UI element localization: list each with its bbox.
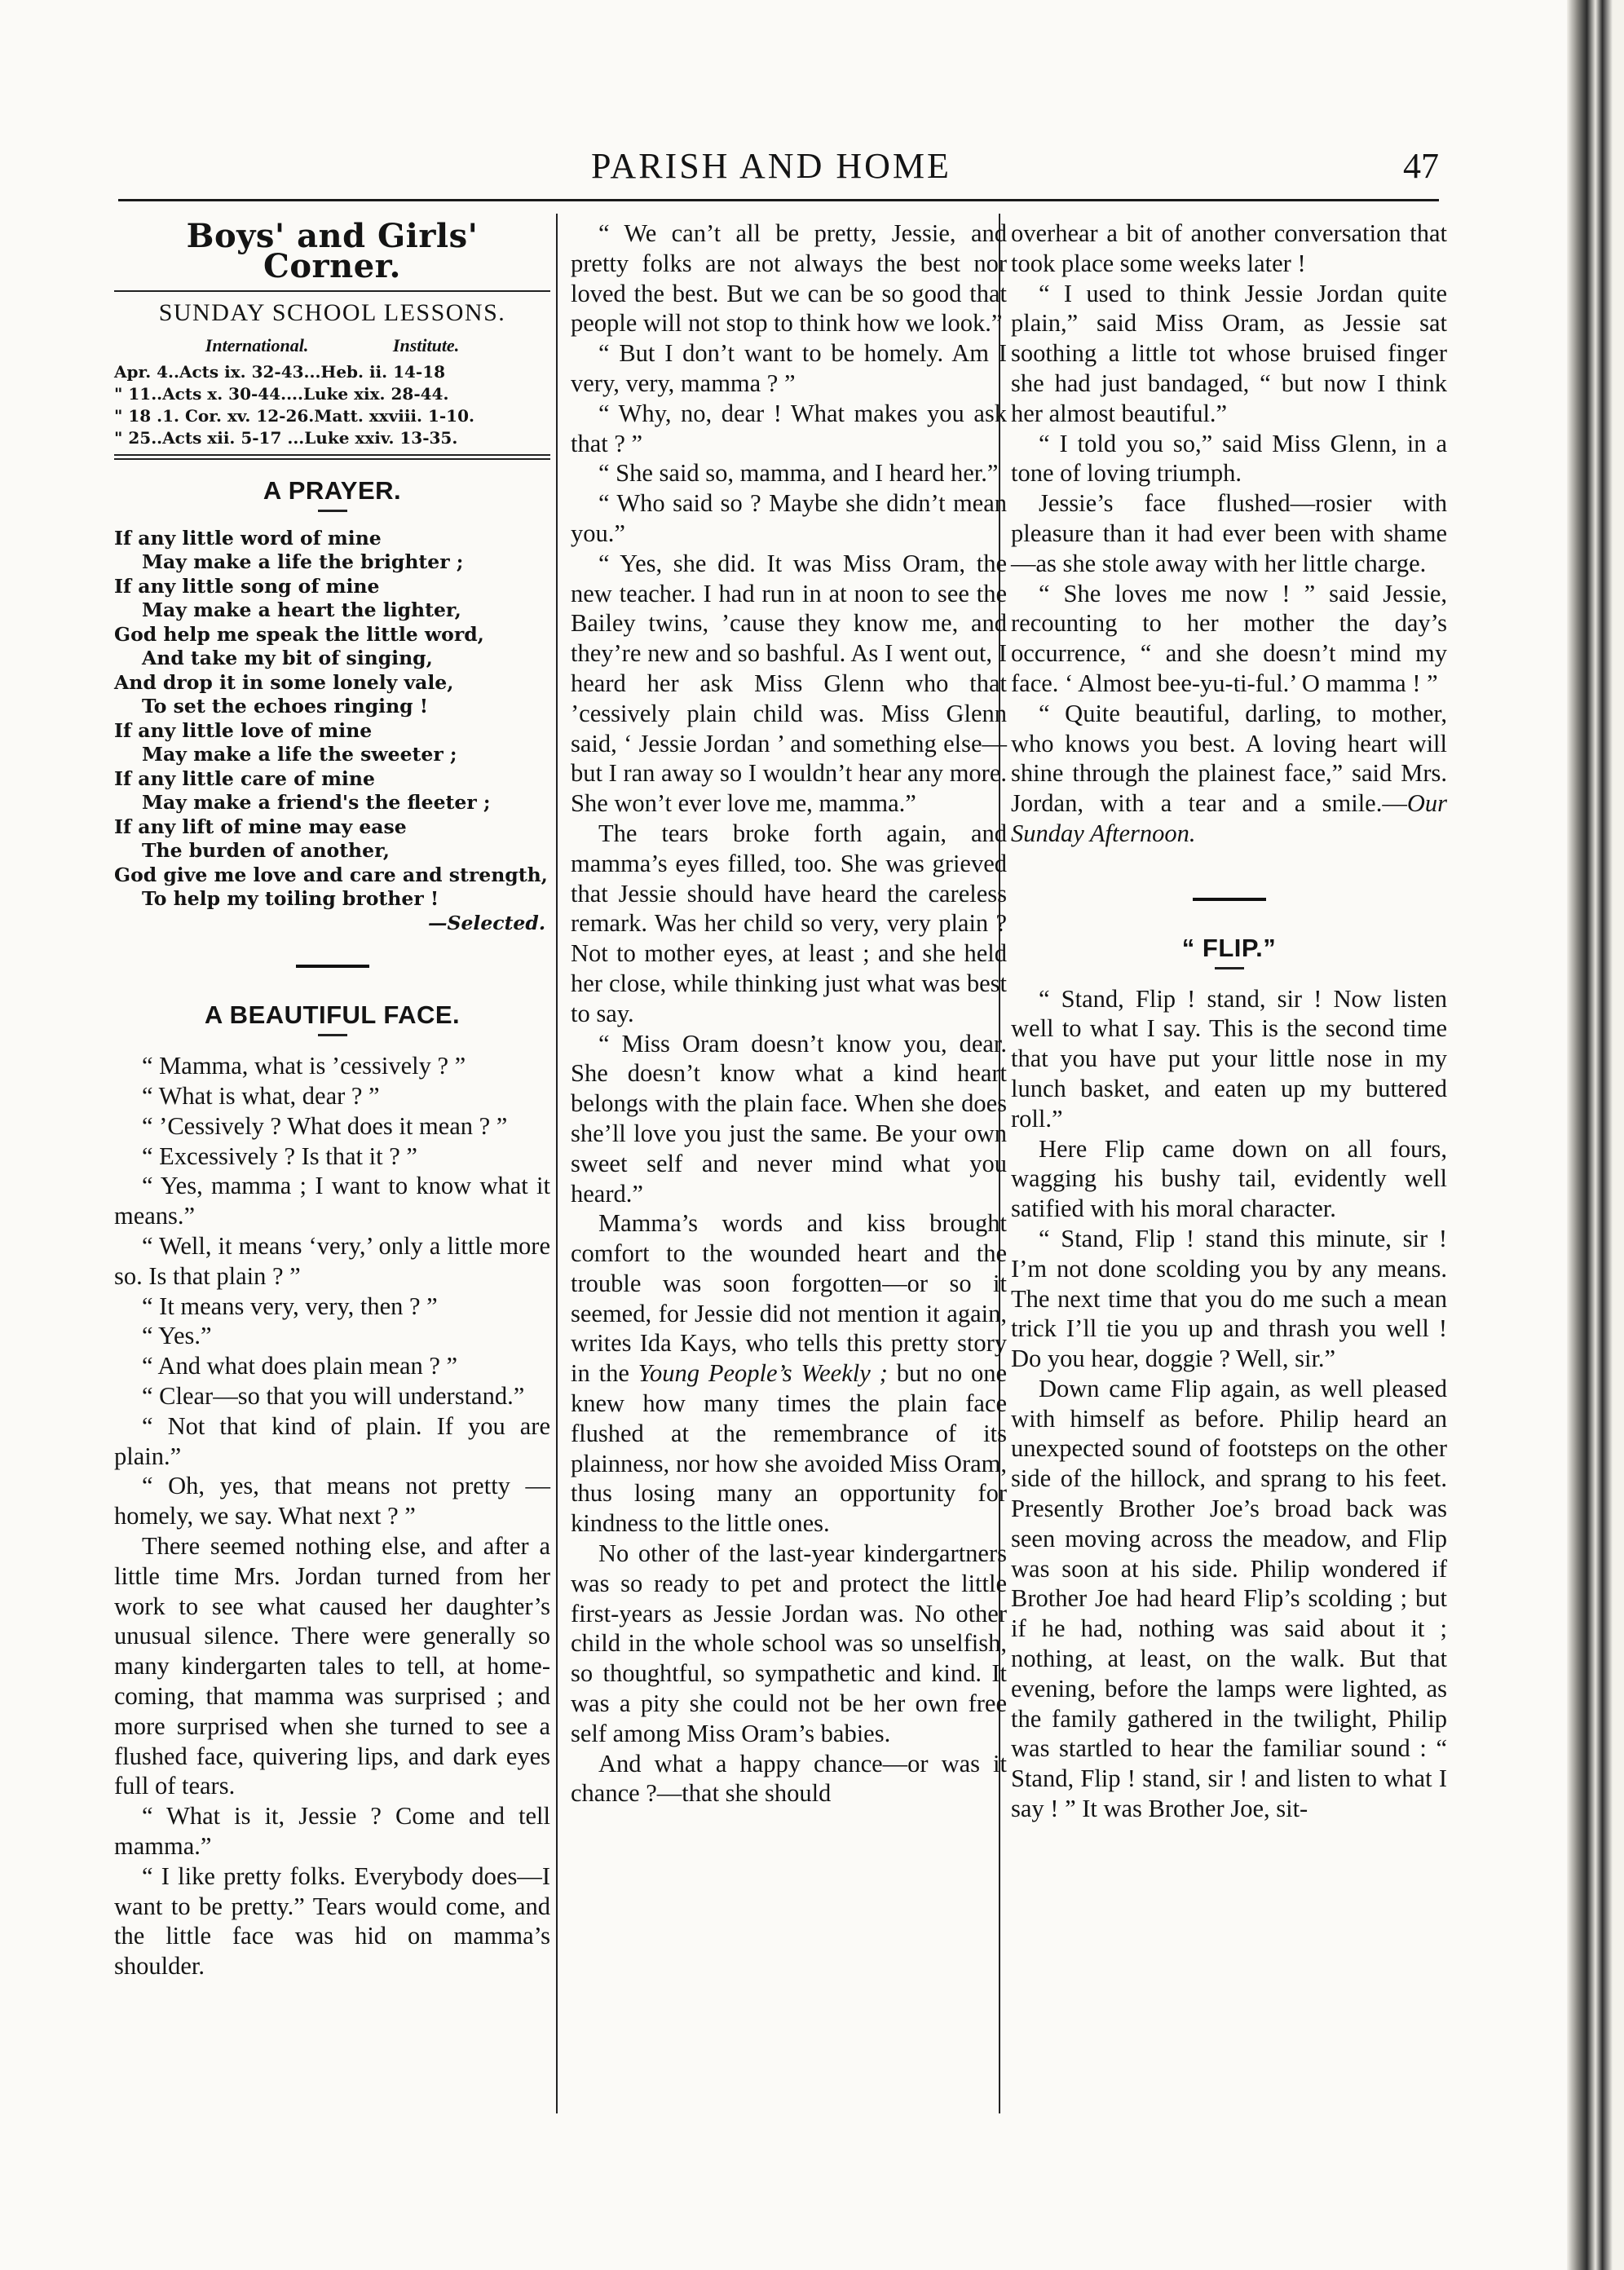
poem-line: May make a heart the lighter,	[142, 598, 461, 622]
page-header	[118, 145, 1439, 194]
column-1	[114, 219, 550, 1981]
source-title: Young People’s Weekly ;	[638, 1359, 888, 1388]
paragraph: The tears broke forth again, and mamma’s eyes filled, too. She was grieved that Jessie should have heard the careless remark. Was her child so very, very plain ? Not to mother eyes, at least ; and she held her close, while thinking just what was best to say.	[571, 819, 1007, 1027]
paragraph: overhear a bit of another conversation that took place some weeks later !	[1011, 219, 1447, 277]
paragraph: “ Yes, mamma ; I want to know what it means.”	[114, 1172, 550, 1230]
paragraph: “ Clear—so that you will understand.”	[142, 1382, 525, 1411]
paragraph: “ Mamma, what is ’cessively ? ”	[142, 1052, 466, 1080]
paragraph: “ Oh, yes, that means not pretty —homely, we say. What next ? ”	[114, 1472, 550, 1530]
poem-line: If any little love of mine	[114, 718, 373, 742]
divider	[114, 290, 550, 292]
paragraph: Jessie’s face flushed—rosier with pleasure than it had ever been with shame—as she stole away with her little charge.	[1011, 489, 1447, 577]
paragraph: “ Yes, she did. It was Miss Oram, the new teacher. I had run in at noon to see the Bailey twins, ’cause they know me, and they’re new and so bashful. As I went out, I heard her ask Miss Glenn who that ’cessively plain child was. Miss Glenn said, ‘ Jessie Jordan ’ and something else—but I ran away so I wouldn’t hear any more. She won’t ever love me, mamma.”	[571, 549, 1007, 818]
paragraph: “ I told you so,” said Miss Glenn, in a tone of loving triumph.	[1011, 429, 1447, 488]
paragraph: “ Excessively ? Is that it ? ”	[142, 1142, 417, 1170]
dash	[318, 1034, 347, 1036]
poem-line: May make a friend's the fleeter ;	[142, 791, 491, 815]
poem-attribution: —Selected.	[427, 911, 545, 934]
paragraph: Here Flip came down on all fours, wagging his bushy tail, evidently well satified with his moral character.	[1011, 1134, 1447, 1223]
page-edge	[1567, 0, 1624, 2270]
paragraph	[571, 1208, 1007, 1539]
lesson-row: " 25..Acts xii. 5-17 ...Luke xxiv. 13-35.	[114, 428, 458, 448]
heading-international: International.	[205, 335, 309, 356]
sunday-school-title: SUNDAY SCHOOL LESSONS.	[158, 298, 506, 326]
lesson-row: " 18 .1. Cor. xv. 12-26.Matt. xxviii. 1-10.	[114, 406, 474, 426]
flip-heading: “ FLIP.”	[1181, 933, 1277, 962]
paragraph: “ Why, no, dear ! What makes you ask that ? ”	[571, 399, 1007, 457]
paragraph: “ What is it, Jessie ? Come and tell mamma.”	[114, 1802, 550, 1860]
paragraph: “ And what does plain mean ? ”	[142, 1352, 458, 1380]
column-rule	[556, 214, 558, 2113]
paragraph: No other of the last-year kindergartners was so ready to pet and protect the little first-years as Jessie Jordan was. No other child in the whole school was so unselfish, so thoughtful, so sympathetic and kind. It was a pity she could not be her own free self among Miss Oram’s babies.	[571, 1539, 1007, 1747]
paragraph: “ I used to think Jessie Jordan quite plain,” said Miss Oram, as Jessie sat soothing a little tot whose bruised finger she had just bandaged, “ but now I think her almost beautiful.”	[1011, 279, 1447, 427]
column-3	[1011, 219, 1447, 1824]
poem-line: May make a life the sweeter ;	[142, 743, 457, 766]
paragraph: “ I like pretty folks. Everybody does—I want to be pretty.” Tears would come, and the little face was hid on mamma’s shoulder.	[114, 1861, 550, 1981]
header-rule	[118, 199, 1439, 201]
story-heading: A BEAUTIFUL FACE.	[204, 1000, 461, 1030]
paragraph: “ It means very, very, then ? ”	[142, 1292, 438, 1320]
paragraph: “ Who said so ? Maybe she didn’t mean you.”	[571, 489, 1007, 547]
paragraph: And what a happy chance—or was it chance ?—that she should	[571, 1749, 1007, 1808]
poem-line: To help my toiling brother !	[142, 887, 439, 911]
prayer-heading: A PRAYER.	[263, 476, 402, 506]
poem-line: If any little song of mine	[114, 574, 380, 598]
paragraph: “ Stand, Flip ! stand, sir ! Now listen well to what I say. This is the second time that you have put your little nose in my lunch basket, and eaten up my buttered roll.”	[1011, 984, 1447, 1133]
paragraph: “ She loves me now ! ” said Jessie, recounting to her mother the day’s occurrence, “ and she doesn’t mind my face. ‘ Almost bee-yu-ti-ful.’ O mamma ! ”	[1011, 579, 1447, 697]
page-number: 47	[1403, 146, 1439, 186]
section-break	[1193, 898, 1266, 901]
source-title: Our Sunday Afternoon.	[1011, 789, 1447, 847]
section-break	[296, 965, 369, 968]
running-title: PARISH AND HOME	[591, 146, 951, 186]
poem-line: And drop it in some lonely vale,	[114, 670, 454, 694]
poem-line: The burden of another,	[142, 839, 390, 863]
paragraph: “ ’Cessively ? What does it mean ? ”	[142, 1111, 508, 1140]
paragraph: “ She said so, mamma, and I heard her.”	[598, 459, 999, 488]
paragraph: “ But I don’t want to be homely. Am I very, very, mamma ? ”	[571, 339, 1007, 397]
paragraph: “ Stand, Flip ! stand this minute, sir ! I’m not done scolding you by any means. The next time that you do me such a mean trick I’ll tie you up and thrash you well ! Do you hear, doggie ? Well, sir.”	[1011, 1224, 1447, 1373]
lesson-row: " 11..Acts x. 30-44....Luke xix. 28-44.	[114, 384, 449, 404]
poem-line: And take my bit of singing,	[142, 647, 433, 670]
poem-line: God help me speak the little word,	[114, 622, 484, 646]
lesson-row: Apr. 4..Acts ix. 32-43...Heb. ii. 14-18	[114, 362, 446, 382]
paragraph: Down came Flip again, as well pleased with himself as before. Philip heard an unexpected sound of footsteps on the other side of the hillock, and sprang to his feet. Presently Brother Joe’s broad back was seen moving across the meadow, and Flip was soon at his side. Philip wondered if Brother Joe had heard Flip’s scolding ; but if he had, nothing was said about it ; nothing, at least, on the walk. But that evening, before the lamps were lighted, as the family gathered in the twilight, Philip was startled to hear the familiar sound : “ Stand, Flip ! stand, sir ! and listen to what I say ! ” It was Brother Joe, sit-	[1011, 1374, 1447, 1823]
dash	[318, 510, 347, 512]
story-text	[114, 1051, 550, 1981]
poem-line: If any lift of mine may ease	[114, 815, 407, 838]
paragraph: “ What is what, dear ? ”	[142, 1082, 380, 1111]
paragraph-text: but no one knew how many times the plain face flushed at the remembrance of its plainness, nor how she avoided Miss Oram, thus losing many an opportunity for kindness to the little ones.	[571, 1359, 1008, 1538]
dash	[1215, 967, 1244, 969]
poem-line: If any little care of mine	[114, 766, 375, 790]
poem-line: May make a life the brighter ;	[142, 550, 464, 574]
paragraph: “ Well, it means ‘very,’ only a little more so. Is that plain ? ”	[114, 1232, 550, 1290]
poem-line: If any little word of mine	[114, 526, 382, 550]
divider	[114, 454, 550, 460]
prayer-poem	[114, 527, 550, 936]
column-2	[571, 219, 1007, 1808]
poem-line: God give me love and care and strength,	[114, 863, 548, 886]
paragraph-text: Mamma’s words and kiss brought comfort to the wounded heart and the trouble was soon forgotten—or so it seemed, for Jessie did not mention it again, writes Ida Kays, who tells this pretty story in the	[571, 1209, 1007, 1388]
paragraph: “ Yes.”	[142, 1322, 212, 1350]
sunday-school-headings	[114, 331, 550, 361]
paragraph-text: “ Quite beautiful, darling, to mother, who knows you best. A loving heart will shine through the plainest face,” said Mrs. Jordan, with a tear and a smile.—	[1011, 699, 1447, 818]
paragraph: “ Not that kind of plain. If you are plain.”	[114, 1411, 550, 1470]
paragraph: “ Miss Oram doesn’t know you, dear. She doesn’t know what a kind heart belongs with the plain face. When she does she’ll love you just the same. Be your own sweet self and never mind what you heard.”	[571, 1029, 1007, 1208]
heading-institute: Institute.	[392, 335, 460, 356]
poem-line: To set the echoes ringing !	[142, 695, 429, 718]
paragraph	[1011, 699, 1447, 849]
corner-title: Boys' and Girls' Corner.	[186, 217, 479, 285]
paragraph: There seemed nothing else, and after a little time Mrs. Jordan turned from her work to see what caused her daughter’s unusual silence. There were generally so many kindergarten tales to tell, at home-coming, that mamma was surprised ; and more surprised when she turned to see a flushed face, quivering lips, and dark eyes full of tears.	[114, 1532, 550, 1800]
paragraph: “ We can’t all be pretty, Jessie, and pretty folks are not always the best nor loved the best. But we can be so good that people will not stop to think how we look.”	[571, 219, 1007, 338]
